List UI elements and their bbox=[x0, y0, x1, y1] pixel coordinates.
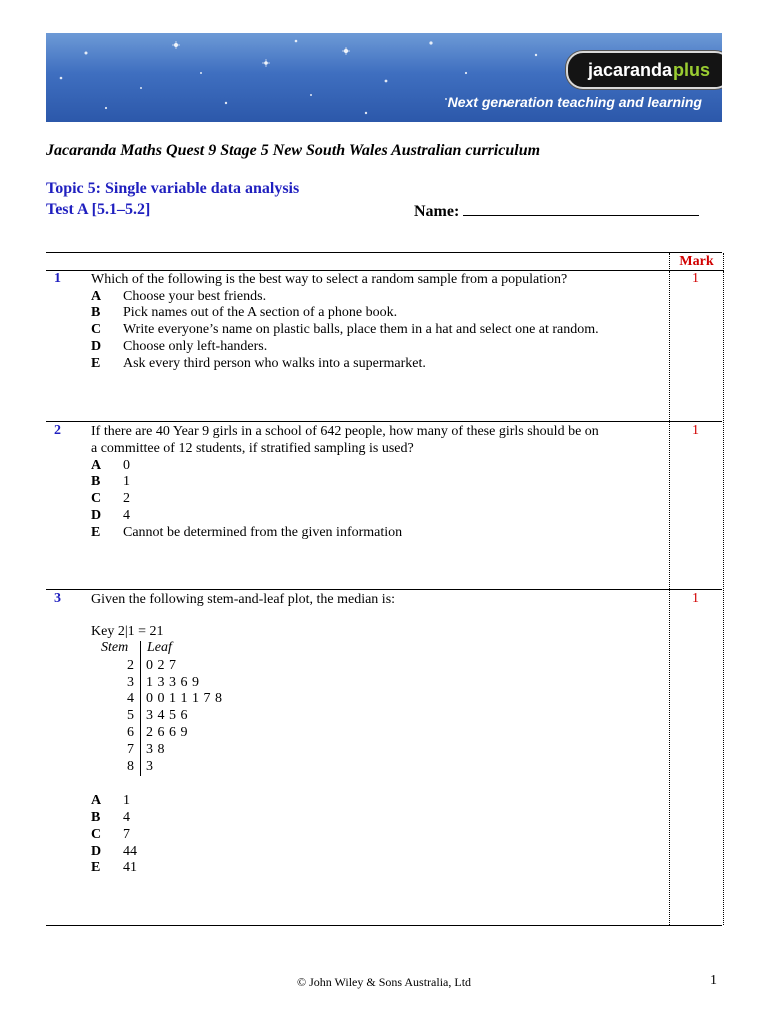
option-text: 1 bbox=[123, 793, 130, 808]
option-letter: C bbox=[91, 827, 102, 842]
question-number: 2 bbox=[54, 423, 61, 438]
question-text-line1: If there are 40 Year 9 girls in a school of 642 people, how many of these girls should be on bbox=[91, 424, 599, 439]
answer-option[interactable] bbox=[91, 338, 267, 355]
answer-option[interactable] bbox=[91, 507, 130, 524]
answer-option[interactable] bbox=[91, 792, 130, 809]
option-letter: D bbox=[91, 844, 102, 859]
logo-plus-text: plus bbox=[673, 59, 711, 80]
option-text: 0 bbox=[123, 458, 130, 473]
option-letter: E bbox=[91, 356, 101, 371]
answer-option[interactable] bbox=[91, 473, 130, 490]
header-banner bbox=[46, 33, 722, 122]
stem-value: 7 bbox=[127, 742, 134, 757]
option-text: Choose your best friends. bbox=[123, 289, 267, 304]
question-separator bbox=[46, 589, 722, 590]
option-letter: A bbox=[91, 289, 102, 304]
option-letter: E bbox=[91, 525, 101, 540]
stem-value: 2 bbox=[127, 658, 134, 673]
option-letter: E bbox=[91, 860, 101, 875]
answer-option[interactable] bbox=[91, 304, 397, 321]
stem-value: 6 bbox=[127, 725, 134, 740]
answer-option[interactable] bbox=[91, 288, 266, 305]
option-letter: B bbox=[91, 305, 101, 320]
answer-option[interactable] bbox=[91, 524, 402, 541]
answer-option[interactable] bbox=[91, 809, 130, 826]
answer-option[interactable] bbox=[91, 826, 130, 843]
leaf-values: 3 8 bbox=[146, 742, 165, 757]
stem-leaf-key: Key 2|1 = 21 bbox=[91, 624, 164, 639]
stem-value: 5 bbox=[127, 708, 134, 723]
answer-option[interactable] bbox=[91, 355, 426, 372]
option-text: 4 bbox=[123, 508, 130, 523]
option-text: 41 bbox=[123, 860, 137, 875]
question-mark-value: 1 bbox=[692, 591, 699, 606]
leaf-values: 3 bbox=[146, 759, 154, 774]
leaf-values: 3 4 5 6 bbox=[146, 708, 188, 723]
option-text: 44 bbox=[123, 844, 137, 859]
question-separator bbox=[46, 421, 722, 422]
question-text: Given the following stem-and-leaf plot, the median is: bbox=[91, 592, 396, 607]
name-blank-line[interactable] bbox=[463, 201, 699, 216]
question-mark-value: 1 bbox=[692, 423, 699, 438]
question-text-line2: a committee of 12 students, if stratified sampling is used? bbox=[91, 441, 414, 456]
name-label: Name: bbox=[414, 203, 460, 220]
mark-column-q1 bbox=[669, 271, 724, 421]
option-letter: D bbox=[91, 339, 102, 354]
stem-value: 8 bbox=[127, 759, 134, 774]
option-letter: A bbox=[91, 458, 102, 473]
table-top-rule bbox=[46, 252, 722, 253]
name-field[interactable] bbox=[414, 201, 699, 221]
option-letter: C bbox=[91, 322, 102, 337]
logo-main-text: jacaranda bbox=[587, 59, 673, 80]
answer-option[interactable] bbox=[91, 321, 599, 338]
option-letter: A bbox=[91, 793, 102, 808]
option-text: Cannot be determined from the given information bbox=[123, 525, 403, 540]
question-mark-value: 1 bbox=[692, 271, 699, 286]
option-letter: C bbox=[91, 491, 102, 506]
jacaranda-plus-logo bbox=[566, 51, 722, 89]
mark-column-header: Mark bbox=[669, 253, 724, 271]
stem-value: 3 bbox=[127, 675, 134, 690]
option-letter: B bbox=[91, 474, 101, 489]
stem-value: 4 bbox=[127, 691, 134, 706]
mark-column-q3 bbox=[669, 590, 724, 925]
book-title: Jacaranda Maths Quest 9 Stage 5 New South Wales Australian curriculum bbox=[46, 142, 541, 159]
option-text: 1 bbox=[123, 474, 130, 489]
banner-tagline: Next generation teaching and learning bbox=[447, 94, 702, 110]
option-text: 4 bbox=[123, 810, 130, 825]
page-number: 1 bbox=[710, 973, 717, 988]
leaf-header: Leaf bbox=[147, 640, 172, 655]
leaf-values: 2 6 6 9 bbox=[146, 725, 188, 740]
option-text: Choose only left-handers. bbox=[123, 339, 268, 354]
mark-column-q2 bbox=[669, 422, 724, 589]
option-text: 2 bbox=[123, 491, 130, 506]
leaf-values: 0 0 1 1 1 7 8 bbox=[146, 691, 223, 706]
option-text: Pick names out of the A section of a phone book. bbox=[123, 305, 398, 320]
answer-option[interactable] bbox=[91, 490, 130, 507]
leaf-values: 0 2 7 bbox=[146, 658, 177, 673]
stem-leaf-divider bbox=[140, 641, 141, 776]
leaf-values: 1 3 3 6 9 bbox=[146, 675, 200, 690]
answer-option[interactable] bbox=[91, 843, 137, 860]
table-bottom-rule bbox=[46, 925, 722, 926]
copyright-footer: © John Wiley & Sons Australia, Ltd bbox=[296, 975, 472, 989]
question-number: 3 bbox=[54, 591, 61, 606]
topic-heading: Topic 5: Single variable data analysis bbox=[46, 180, 300, 197]
option-text: Ask every third person who walks into a supermarket. bbox=[123, 356, 426, 371]
option-text: Write everyone’s name on plastic balls, place them in a hat and select one at random. bbox=[123, 322, 599, 337]
option-letter: D bbox=[91, 508, 102, 523]
question-text: Which of the following is the best way to select a random sample from a population? bbox=[91, 272, 568, 287]
answer-option[interactable] bbox=[91, 457, 130, 474]
option-letter: B bbox=[91, 810, 101, 825]
question-number: 1 bbox=[54, 271, 61, 286]
test-heading: Test A [5.1–5.2] bbox=[46, 201, 151, 218]
answer-option[interactable] bbox=[91, 859, 137, 876]
option-text: 7 bbox=[123, 827, 130, 842]
stem-header: Stem bbox=[101, 640, 129, 655]
